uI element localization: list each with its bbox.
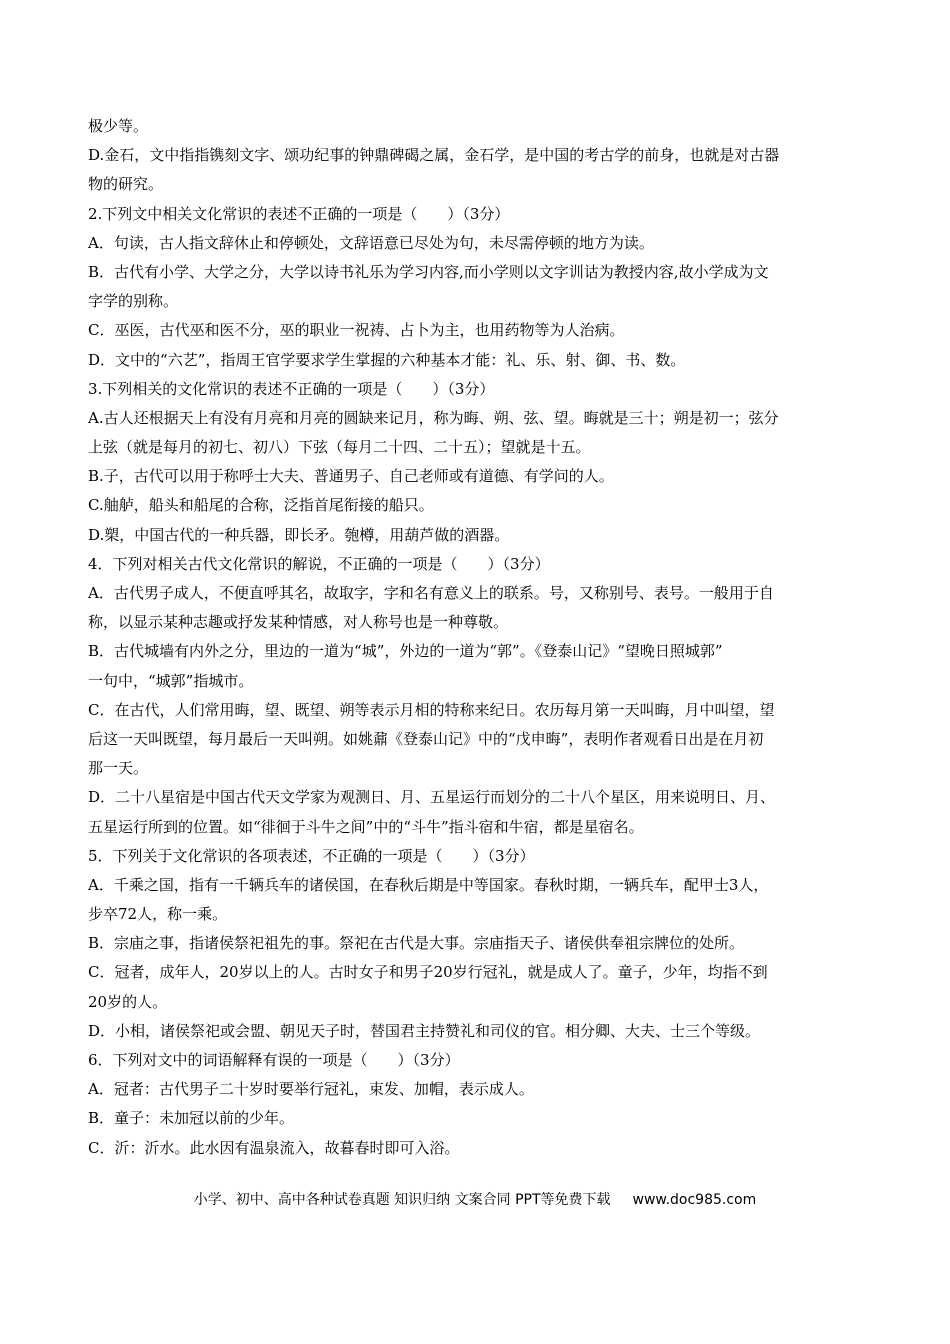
text-line: 步卒72人，称一乘。	[88, 905, 228, 924]
option-c: C.舳舻，船头和船尾的合称，泛指首尾衔接的船只。	[88, 496, 434, 515]
option-c: C．在古代，人们常用晦，望、既望、朔等表示月相的特称来纪日。农历每月第一天叫晦，月中叫望，望	[88, 700, 775, 719]
question-heading: 3.下列相关的文化常识的表述不正确的一项是（ ）（3分）	[88, 379, 495, 398]
option-a: A.古人还根据天上有没有月亮和月亮的圆缺来记月，称为晦、朔、弦、望。晦就是三十；朔是初一；弦分	[88, 408, 779, 427]
page-footer	[0, 1188, 950, 1212]
option-b: B．童子：未加冠以前的少年。	[88, 1109, 295, 1128]
text-line: 后这一天叫既望，每月最后一天叫朔。如姚鼐《登泰山记》中的“戊申晦”，表明作者观看日出是在月初	[88, 729, 764, 748]
option-d: D．二十八星宿是中国古代天文学家为观测日、月、五星运行而划分的二十八个星区，用来说明日、月、	[88, 788, 776, 807]
question-heading: 6．下列对文中的词语解释有误的一项是（ ）（3分）	[88, 1051, 460, 1069]
option-b: B．古代城墙有内外之分，里边的一道为“城”，外边的一道为“郭”。《登泰山记》“望晚日照城郭”	[88, 642, 723, 661]
option-c: C．巫医，古代巫和医不分，巫的职业一祝祷、占卜为主，也用药物等为人治病。	[88, 321, 625, 340]
option-b: B．古代有小学、大学之分，大学以诗书礼乐为学习内容,而小学则以文字训诂为教授内容,故小学成为文	[88, 262, 769, 281]
option-d: D.槊，中国古代的一种兵器，即长矛。匏樽，用葫芦做的酒器。	[88, 525, 510, 544]
text-line: 字学的别称。	[88, 292, 179, 311]
text-line: 上弦（就是每月的初七、初八）下弦（每月二十四、二十五）；望就是十五。	[88, 438, 591, 457]
text-line: 物的研究。	[88, 175, 164, 194]
text-line: 极少等。	[88, 117, 149, 135]
option-c: C．沂：沂水。此水因有温泉流入，故暮春时即可入浴。	[88, 1138, 460, 1157]
option-a: A．古代男子成人，不便直呼其名，故取字，字和名有意义上的联系。号，又称别号、表号。一般用于自	[88, 584, 774, 602]
option-a: A．冠者：古代男子二十岁时要举行冠礼，束发、加帽，表示成人。	[88, 1080, 534, 1099]
text-line: 20岁的人。	[88, 992, 168, 1011]
footer-url[interactable]: www.doc985.com	[632, 1192, 757, 1208]
question-heading: 2.下列文中相关文化常识的表述不正确的一项是（ ）（3分）	[88, 204, 510, 223]
text-line: 称，以显示某种志趣或抒发某种情感，对人称号也是一种尊敬。	[88, 613, 509, 632]
option-d: D．文中的“六艺”，指周王官学要求学生掌握的六种基本才能：礼、乐、射、御、书、数。	[88, 350, 686, 369]
option-b: B．宗庙之事，指诸侯祭祀祖先的事。祭祀在古代是大事。宗庙指天子、诸侯供奉祖宗牌位的处所。	[88, 934, 745, 953]
text-line: 五星运行所到的位置。如“徘徊于斗牛之间”中的“斗牛”指斗宿和牛宿，都是星宿名。	[88, 817, 644, 836]
text-line: 一句中，“城郭”指城市。	[88, 671, 254, 690]
footer-text: 小学、初中、高中各种试卷真题 知识归纳 文案合同 PPT等免费下载	[193, 1192, 611, 1208]
option-a: A．句读，古人指文辞休止和停顿处，文辞语意已尽处为句，未尽需停顿的地方为读。	[88, 233, 654, 252]
question-heading: 4．下列对相关古代文化常识的解说，不正确的一项是（ ）（3分）	[88, 554, 550, 573]
text-line: D.金石，文中指指镌刻文字、颂功纪事的钟鼎碑碣之属，金石学，是中国的考古学的前身，也就是对古器	[88, 146, 780, 165]
option-c: C．冠者，成年人，20岁以上的人。古时女子和男子20岁行冠礼，就是成人了。童子，少年，均指不到	[88, 963, 768, 982]
document-body	[88, 112, 868, 1163]
option-d: D．小相，诸侯祭祀或会盟、朝见天子时，替国君主持赞礼和司仪的官。相分卿、大夫、士三个等级。	[88, 1021, 761, 1040]
option-a: A．千乘之国，指有一千辆兵车的诸侯国，在春秋后期是中等国家。春秋时期，一辆兵车，配甲士3人，	[88, 875, 769, 894]
option-b: B.子，古代可以用于称呼士大夫、普通男子、自己老师或有道德、有学问的人。	[88, 467, 614, 486]
question-heading: 5．下列关于文化常识的各项表述，不正确的一项是（ ）（3分）	[88, 846, 535, 865]
text-line: 那一天。	[88, 759, 149, 778]
